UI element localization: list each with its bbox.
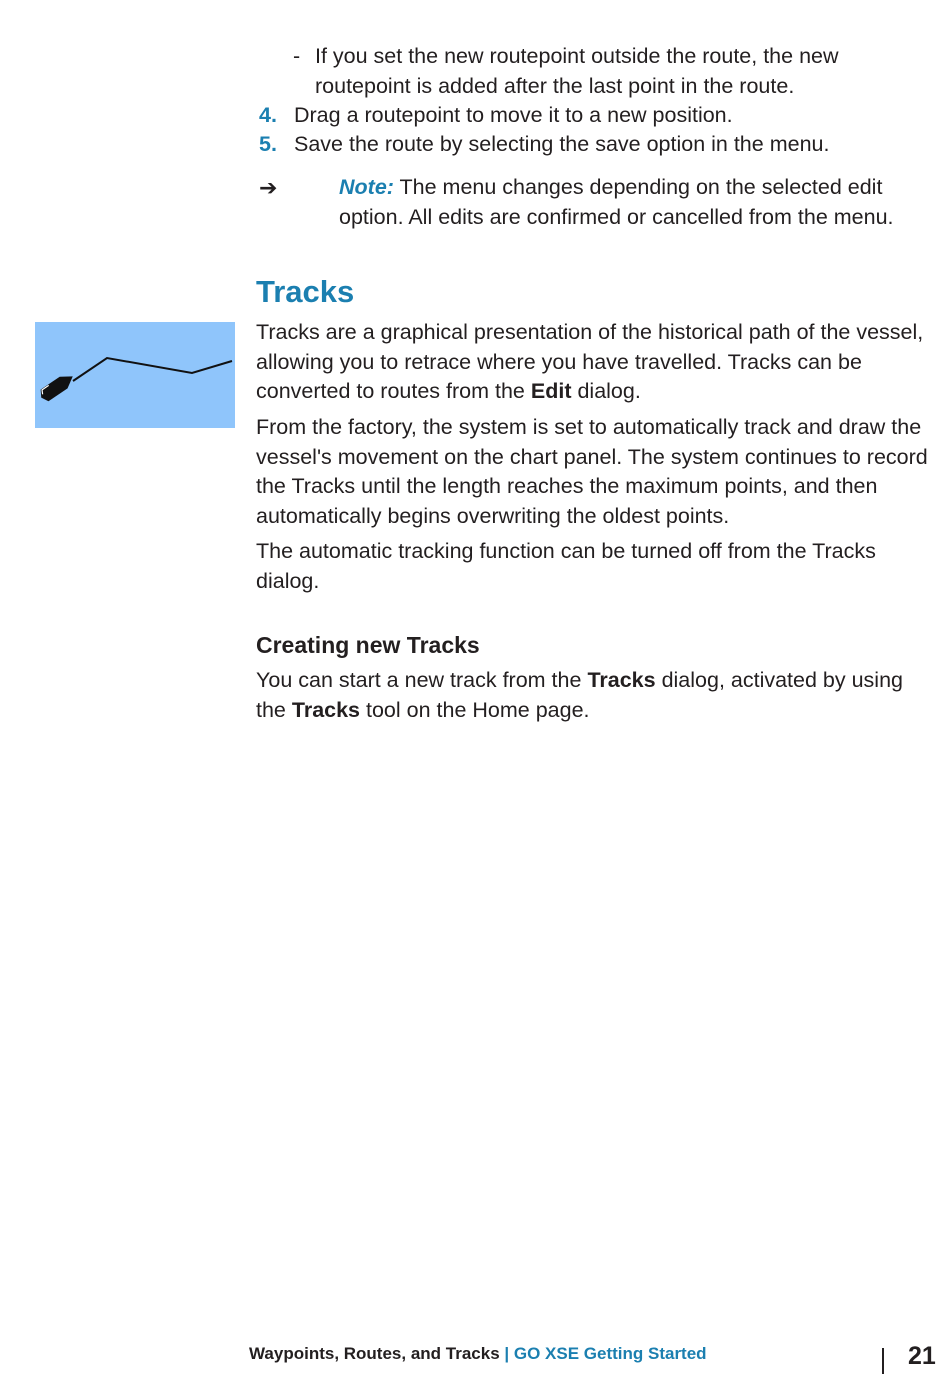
sub-bullet-item xyxy=(293,42,933,101)
step-5 xyxy=(259,130,939,160)
tracks-term: Tracks xyxy=(291,697,361,722)
sub-bullet-text: If you set the new routepoint outside the route, the new routepoint is added after the last point in the route. xyxy=(315,44,839,98)
note-text xyxy=(339,173,929,232)
paragraph-text: tool on the Home page. xyxy=(360,697,590,722)
paragraph-text: Tracks are a graphical presentation of the historical path of the vessel, allowing you to retrace where you have travelled. Tracks can be converted to routes from the xyxy=(256,320,924,403)
step-text: Save the route by selecting the save option in the menu. xyxy=(294,132,830,156)
track-line xyxy=(73,358,232,381)
paragraph-text: dialog, activated by using the xyxy=(256,668,904,722)
page-number: 21 xyxy=(908,1342,936,1370)
edit-term: Edit xyxy=(530,379,572,403)
note-label: Note: xyxy=(339,175,394,199)
tracks-intro-paragraph xyxy=(256,318,931,407)
vessel-track-illustration xyxy=(35,322,235,428)
bullet-dash: - xyxy=(293,44,301,68)
tracks-toggle-paragraph: The automatic tracking function can be turned off from the Tracks dialog. xyxy=(256,539,876,593)
vessel-icon xyxy=(37,371,76,404)
step-4 xyxy=(259,101,939,131)
note-block xyxy=(259,173,929,232)
footer-divider xyxy=(882,1348,884,1374)
tracks-term: Tracks xyxy=(587,668,656,692)
arrow-right-icon: ➔ xyxy=(259,175,278,200)
footer-chapter: Waypoints, Routes, and Tracks xyxy=(249,1344,500,1363)
paragraph-text: You can start a new track from the xyxy=(256,668,588,692)
footer-document-title: GO XSE Getting Started xyxy=(513,1344,707,1363)
tracks-factory-paragraph: From the factory, the system is set to automatically track and draw the vessel's movement on the chart panel. The system continues to record the Tracks until the length reaches the maximum points, and then automatically begins overwriting the oldest points. xyxy=(256,415,928,528)
paragraph-text: dialog. xyxy=(571,379,641,403)
step-number: 4. xyxy=(259,103,277,127)
track-icon xyxy=(35,322,235,428)
page-footer xyxy=(249,1342,707,1366)
subsection-title: Creating new Tracks xyxy=(256,632,480,658)
step-number: 5. xyxy=(259,132,277,156)
section-title: Tracks xyxy=(256,274,355,309)
creating-tracks-paragraph xyxy=(256,666,931,725)
footer-separator: | xyxy=(499,1344,514,1363)
step-text: Drag a routepoint to move it to a new position. xyxy=(294,103,733,127)
note-body: The menu changes depending on the selected edit option. All edits are confirmed or cancelled from the menu. xyxy=(339,175,894,229)
